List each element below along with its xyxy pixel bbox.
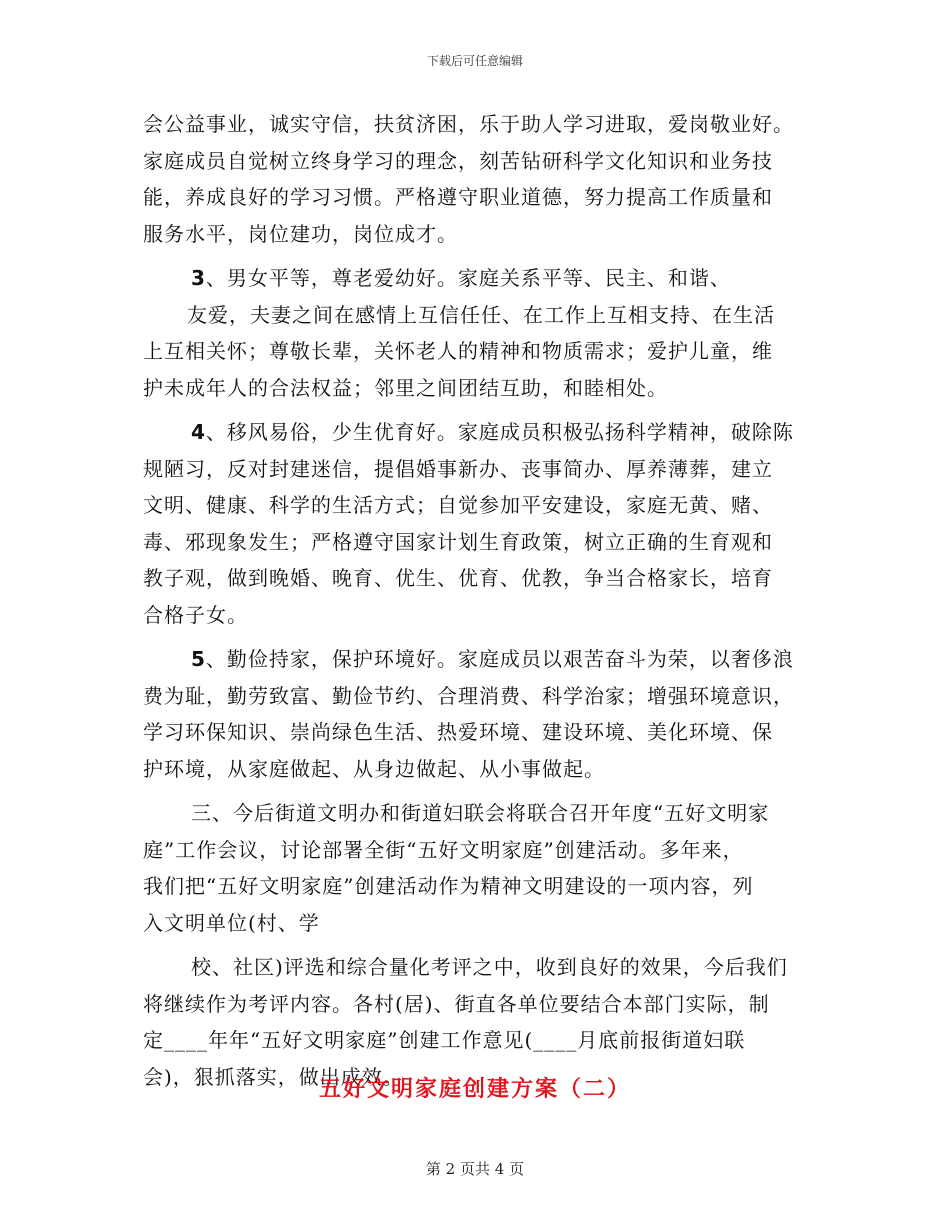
paragraph-line: 家庭成员自觉树立终身学习的理念，刻苦钻研科学文化知识和业务技 — [143, 148, 773, 173]
paragraph-line: 护环境，从家庭做起、从身边做起、从小事做起。 — [143, 756, 605, 781]
paragraph-line: 校、社区)评选和综合量化考评之中，收到良好的效果，今后我们 — [191, 955, 788, 979]
paragraph-line: 入文明单位(村、学 — [143, 910, 320, 935]
paragraph-line: 毒、邪现象发生；严格遵守国家计划生育政策，树立正确的生育观和 — [143, 529, 773, 554]
item-4-heading: 4、移风易俗，少生优育好。家庭成员积极弘扬科学精神，破除陈 — [191, 420, 794, 444]
page-header: 下载后可任意编辑 — [426, 54, 523, 68]
paragraph-line: 合格子女。 — [143, 602, 248, 627]
item-3-heading: 3、男女平等，尊老爱幼好。家庭关系平等、民主、和谐、 — [191, 266, 731, 290]
paragraph-line: 将继续作为考评内容。各村(居)、街直各单位要结合本部门实际，制 — [143, 991, 770, 1016]
paragraph-line: 我们把“五好文明家庭”创建活动作为精神文明建设的一项内容，列 — [143, 874, 754, 898]
paragraph-line: 服务水平，岗位建功，岗位成才。 — [143, 221, 458, 246]
section-three-heading: 三、今后街道文明办和街道妇联会将联合召开年度“五好文明家 — [191, 801, 770, 825]
paragraph-line: 友爱，夫妻之间在感情上互信任任、在工作上互相支持、在生活 — [187, 302, 775, 327]
paragraph-line: 定____年年“五好文明家庭”创建工作意见(____月底前报街道妇联 — [143, 1028, 746, 1052]
paragraph-line: 会)，狠抓落实，做出成效。 — [143, 1064, 404, 1089]
paragraph-line: 费为耻，勤劳致富、勤俭节约、合理消费、科学治家；增强环境意识， — [143, 683, 794, 708]
paragraph-line: 教子观，做到晚婚、晚育、优生、优育、优教，争当合格家长，培育 — [143, 566, 773, 590]
paragraph-line: 文明、健康、科学的生活方式；自觉参加平安建设，家庭无黄、赌、 — [143, 493, 773, 517]
item-number: 3 — [191, 266, 206, 290]
paragraph-line: 上互相关怀；尊敬长辈，关怀老人的精神和物质需求；爱护儿童，维 — [143, 339, 773, 363]
item-number: 4 — [191, 420, 206, 444]
page-footer: 第 2 页共 4 页 — [425, 1160, 525, 1178]
paragraph-line: 护未成年人的合法权益；邻里之间团结互助，和睦相处。 — [143, 375, 668, 400]
paragraph-line: 庭”工作会议，讨论部署全街“五好文明家庭”创建活动。多年来， — [143, 837, 744, 862]
paragraph-line: 会公益事业，诚实守信，扶贫济困，乐于助人学习进取，爱岗敬业好。 — [143, 112, 794, 136]
paragraph-line: 规陋习，反对封建迷信，提倡婚事新办、丧事简办、厚养薄葬，建立 — [143, 456, 773, 481]
paragraph-line: 能，养成良好的学习习惯。严格遵守职业道德，努力提高工作质量和 — [143, 185, 773, 209]
item-5-heading: 5、勤俭持家，保护环境好。家庭成员以艰苦奋斗为荣，以奢侈浪 — [191, 647, 794, 671]
document-body — [143, 106, 813, 1095]
paragraph-line: 学习环保知识、崇尚绿色生活、热爱环境、建设环境、美化环境、保 — [143, 720, 773, 744]
section-title: 五好文明家庭创建方案（二） — [318, 1076, 631, 1102]
item-number: 5 — [191, 647, 206, 671]
